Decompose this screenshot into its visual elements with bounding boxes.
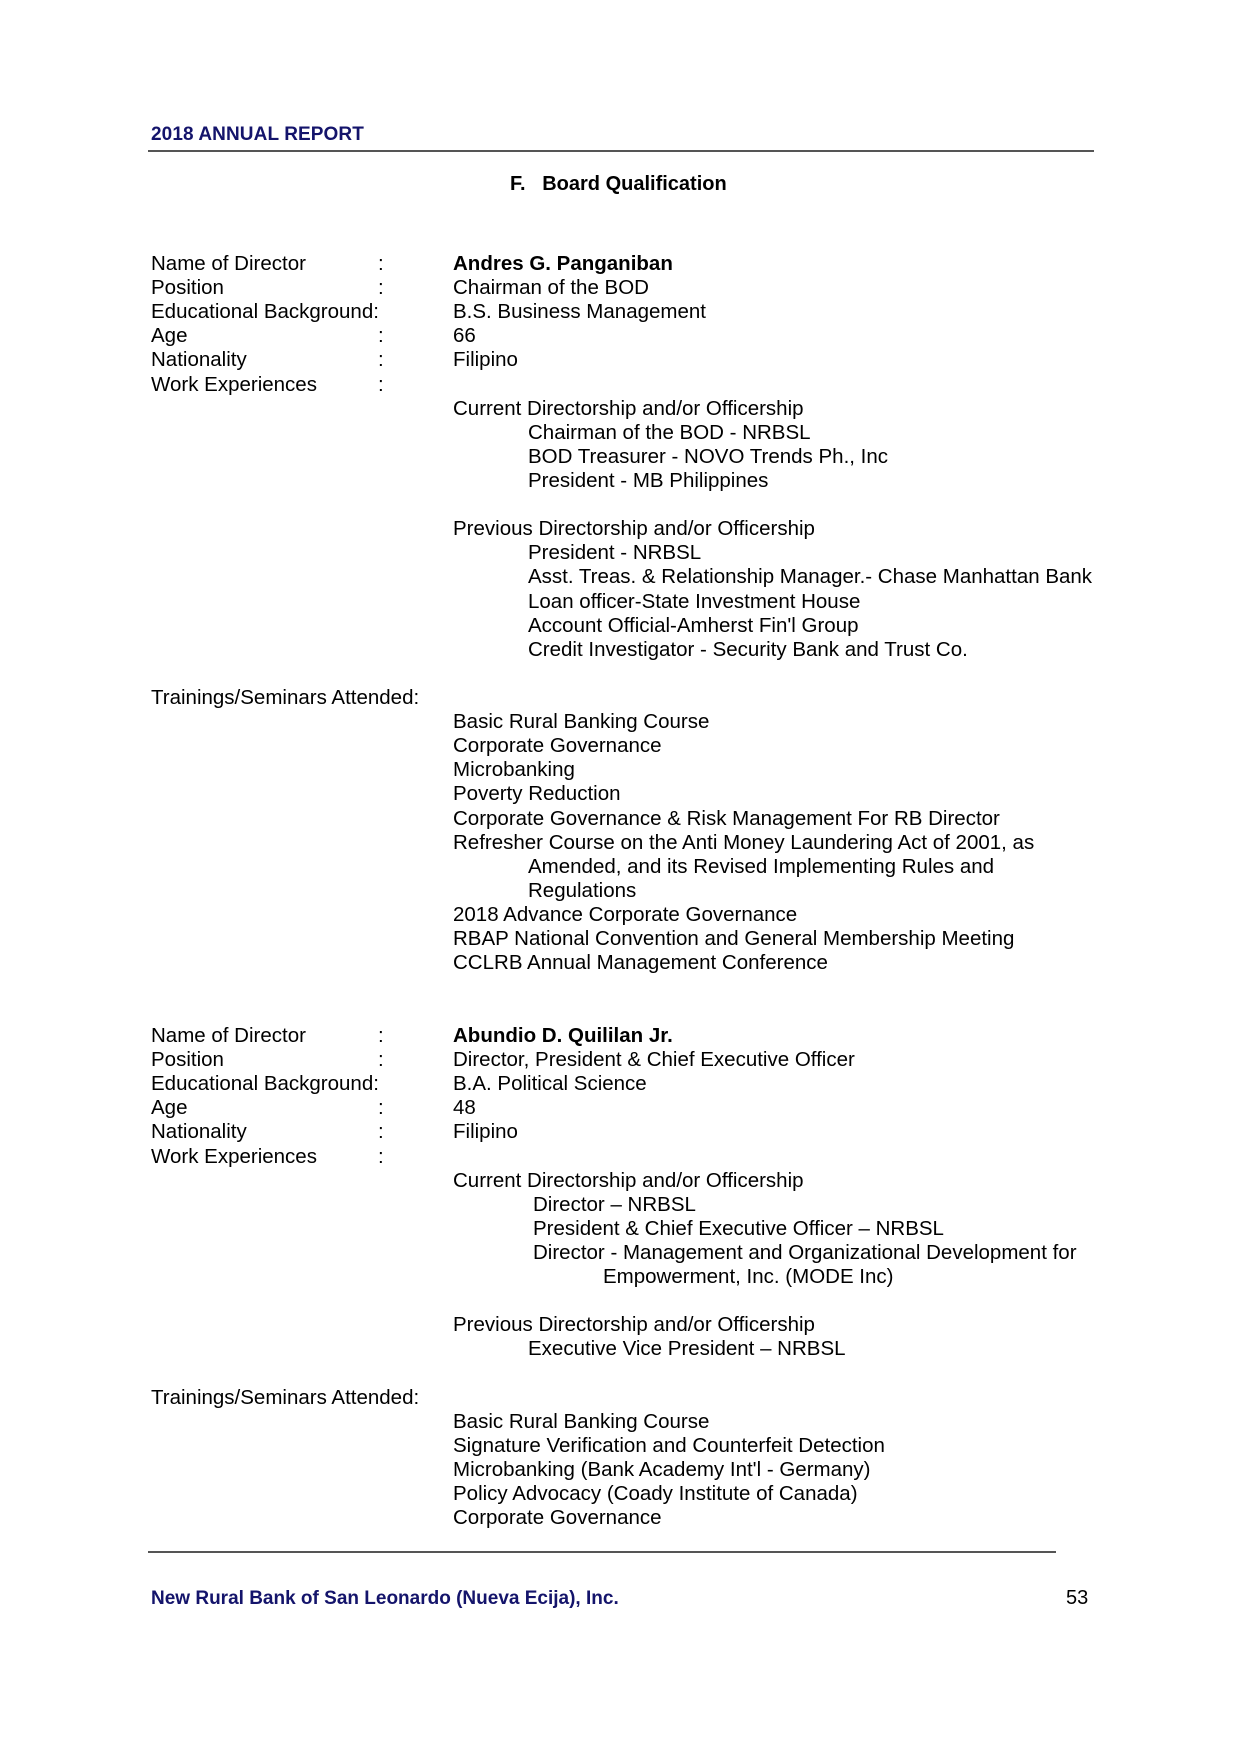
training-item: Basic Rural Banking Course xyxy=(453,710,710,733)
current-item: Director - Management and Organizational Development for xyxy=(533,1241,1077,1264)
previous-heading: Previous Directorship and/or Officership xyxy=(453,1313,815,1336)
training-item: Signature Verification and Counterfeit Detection xyxy=(453,1434,885,1457)
previous-item: President - NRBSL xyxy=(528,541,702,564)
colon: : xyxy=(378,1048,384,1071)
previous-item: Credit Investigator - Security Bank and Trust Co. xyxy=(528,638,968,661)
header-divider xyxy=(148,150,1094,152)
director-position: Chairman of the BOD xyxy=(453,276,649,299)
label-name: Name of Director xyxy=(151,252,306,275)
current-item: President - MB Philippines xyxy=(528,469,769,492)
footer-divider xyxy=(148,1551,1056,1553)
label-education xyxy=(151,1072,379,1096)
current-item: President & Chief Executive Officer – NRBSL xyxy=(533,1217,944,1240)
director-name: Abundio D. Quililan Jr. xyxy=(453,1024,673,1047)
colon: : xyxy=(378,1145,384,1168)
training-item-continued: Amended, and its Revised Implementing Rules and xyxy=(528,855,995,878)
label-education-text: Educational Background xyxy=(151,1072,374,1095)
training-item: Poverty Reduction xyxy=(453,782,621,805)
training-item: 2018 Advance Corporate Governance xyxy=(453,903,798,926)
colon: : xyxy=(378,1096,384,1119)
label-nationality: Nationality xyxy=(151,1120,247,1143)
previous-item: Loan officer-State Investment House xyxy=(528,590,861,613)
colon: : xyxy=(378,276,384,299)
label-name: Name of Director xyxy=(151,1024,306,1047)
current-item-continued: Empowerment, Inc. (MODE Inc) xyxy=(603,1265,894,1288)
colon: : xyxy=(378,373,384,396)
label-work: Work Experiences xyxy=(151,1145,317,1168)
current-item: BOD Treasurer - NOVO Trends Ph., Inc xyxy=(528,445,889,468)
current-item: Chairman of the BOD - NRBSL xyxy=(528,421,811,444)
training-item: RBAP National Convention and General Membership Meeting xyxy=(453,927,1015,950)
training-item: Refresher Course on the Anti Money Laundering Act of 2001, as xyxy=(453,831,1035,854)
label-trainings: Trainings/Seminars Attended: xyxy=(151,1386,420,1409)
section-title: F. Board Qualification xyxy=(510,173,727,195)
colon: : xyxy=(378,252,384,275)
training-item: Microbanking xyxy=(453,758,575,781)
director-age: 48 xyxy=(453,1096,476,1119)
label-trainings: Trainings/Seminars Attended: xyxy=(151,686,420,709)
director-education: B.S. Business Management xyxy=(453,300,706,323)
current-heading: Current Directorship and/or Officership xyxy=(453,397,804,420)
label-age: Age xyxy=(151,324,188,347)
director-education: B.A. Political Science xyxy=(453,1072,647,1095)
report-header-title: 2018 ANNUAL REPORT xyxy=(151,124,364,145)
label-age: Age xyxy=(151,1096,188,1119)
page-number: 53 xyxy=(1066,1587,1089,1609)
label-education xyxy=(151,300,379,324)
director-age: 66 xyxy=(453,324,476,347)
colon: : xyxy=(378,348,384,371)
previous-item: Executive Vice President – NRBSL xyxy=(528,1337,846,1360)
training-item: Basic Rural Banking Course xyxy=(453,1410,710,1433)
director-nationality: Filipino xyxy=(453,1120,518,1143)
previous-heading: Previous Directorship and/or Officership xyxy=(453,517,815,540)
director-position: Director, President & Chief Executive Officer xyxy=(453,1048,855,1071)
training-item: Corporate Governance xyxy=(453,734,662,757)
colon: : xyxy=(373,1072,379,1095)
footer-organization: New Rural Bank of San Leonardo (Nueva Ecija), Inc. xyxy=(151,1588,619,1609)
current-item: Director – NRBSL xyxy=(533,1193,696,1216)
label-work: Work Experiences xyxy=(151,373,317,396)
colon: : xyxy=(373,300,379,323)
previous-item: Asst. Treas. & Relationship Manager.- Chase Manhattan Bank xyxy=(528,565,1093,588)
training-item: Policy Advocacy (Coady Institute of Canada) xyxy=(453,1482,858,1505)
previous-item: Account Official-Amherst Fin'l Group xyxy=(528,614,859,637)
training-item: Corporate Governance xyxy=(453,1506,662,1529)
training-item: Microbanking (Bank Academy Int'l - Germany) xyxy=(453,1458,871,1481)
label-education-text: Educational Background xyxy=(151,300,374,323)
current-heading: Current Directorship and/or Officership xyxy=(453,1169,804,1192)
director-nationality: Filipino xyxy=(453,348,518,371)
colon: : xyxy=(378,1024,384,1047)
label-nationality: Nationality xyxy=(151,348,247,371)
colon: : xyxy=(378,324,384,347)
training-item: Corporate Governance & Risk Management For RB Director xyxy=(453,807,1000,830)
training-item: CCLRB Annual Management Conference xyxy=(453,951,828,974)
director-name: Andres G. Panganiban xyxy=(453,252,673,275)
training-item-continued: Regulations xyxy=(528,879,637,902)
colon: : xyxy=(378,1120,384,1143)
label-position: Position xyxy=(151,1048,224,1071)
label-position: Position xyxy=(151,276,224,299)
